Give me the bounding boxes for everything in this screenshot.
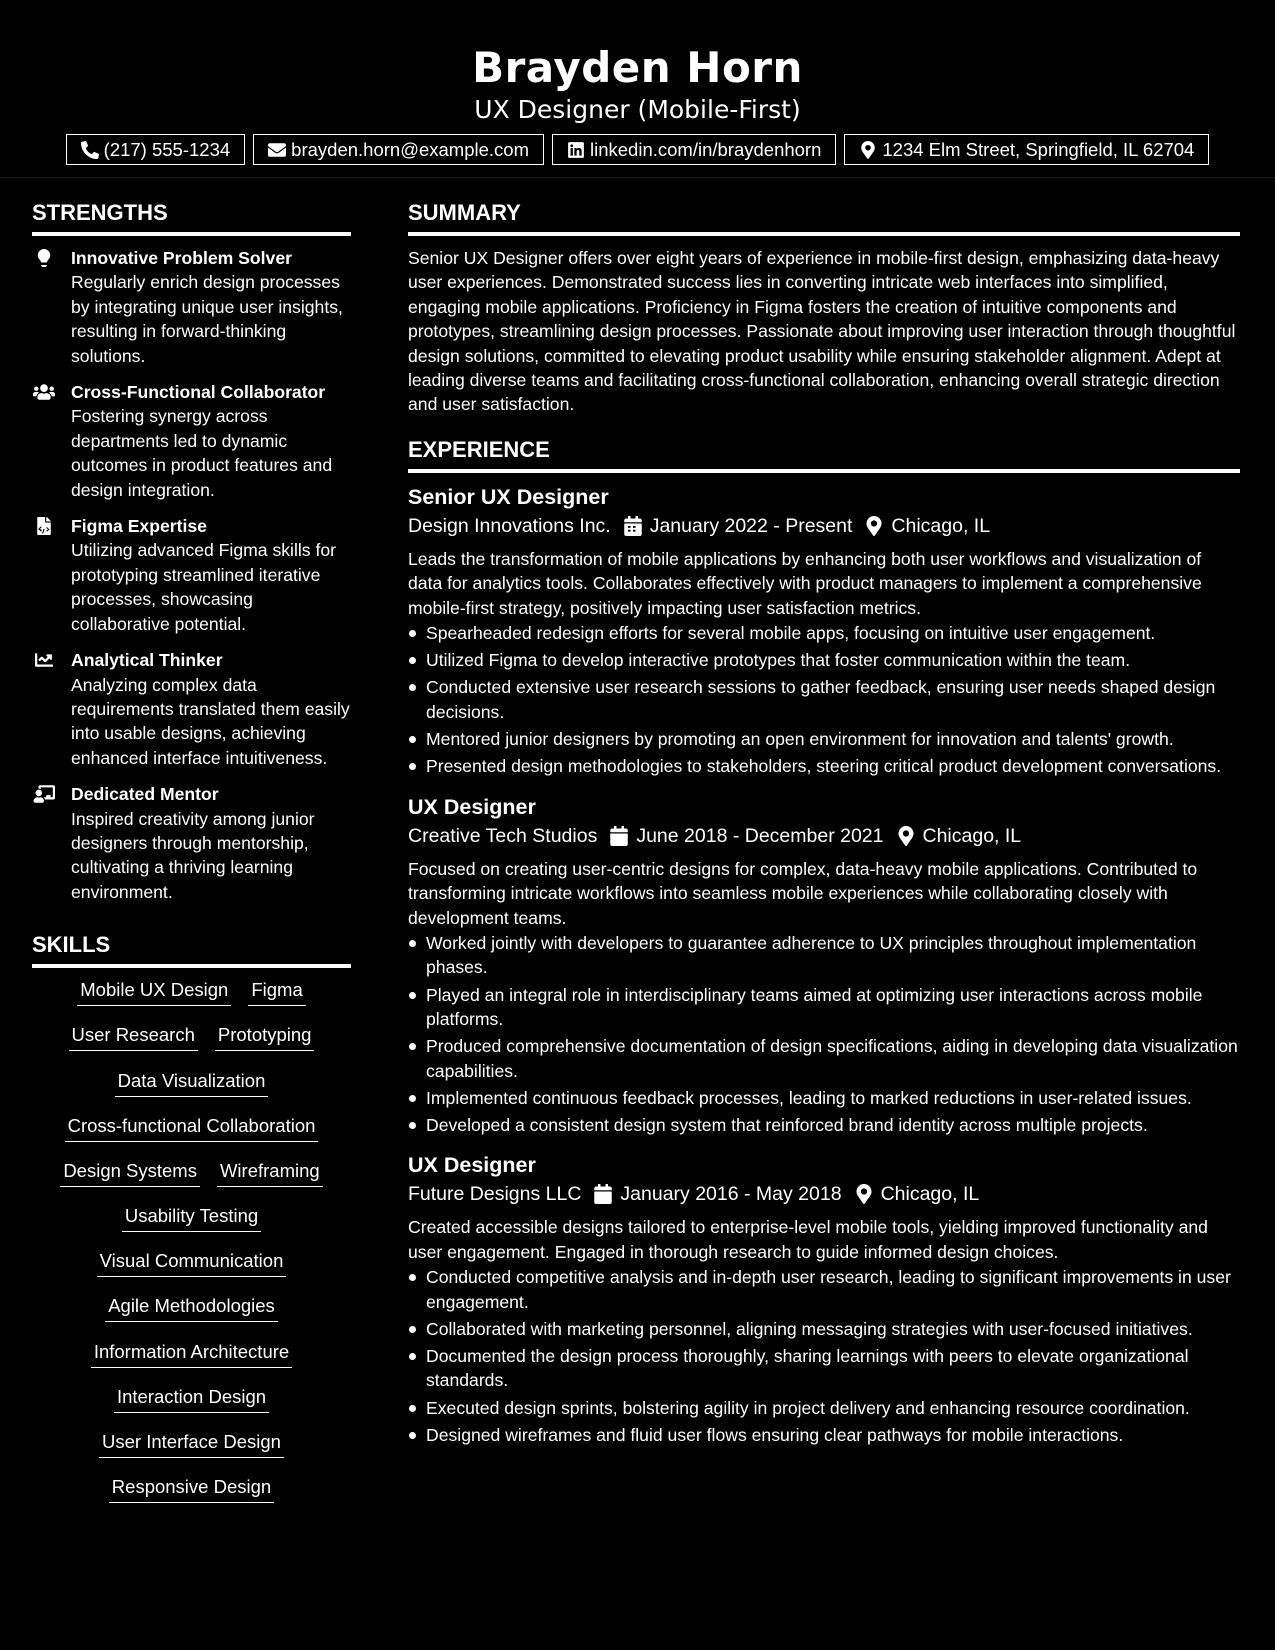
job-dates: January 2016 - May 2018 (620, 1183, 842, 1206)
company-name: Design Innovations Inc. (408, 514, 611, 537)
resume-header (0, 0, 1275, 178)
skills-heading: SKILLS (32, 928, 351, 968)
strength-item (32, 380, 351, 502)
job-location: Chicago, IL (880, 1183, 980, 1206)
email-text: brayden.horn@example.com (291, 138, 529, 160)
strength-text: Fostering synergy across departments led to dynamic outcomes in product features and design integration. (71, 406, 333, 500)
summary-text: Senior UX Designer offers over eight years of experience in mobile-first design, emphasizing data-heavy user experiences. Demonstrated success lies in converting intricate web interfaces into simplified, engaging mobile applications. Proficiency in Figma fosters the creation of intuitive components and prototypes, streamlining design processes. Passionate about improving user interaction through thoughtful design solutions, committed to elevating product usability while ensuring stakeholder alignment. Adept at leading diverse teams and facilitating cross-functional collaboration, enhancing overall strategic direction and user satisfaction. (408, 248, 1236, 415)
users-icon (32, 383, 56, 403)
contact-address (844, 134, 1209, 165)
job-bullets (408, 621, 1240, 779)
job-bullet: Executed design sprints, bolstering agility in project delivery and enhancing resource coordination. (408, 1396, 1240, 1420)
job-bullet: Spearheaded redesign efforts for several mobile apps, focusing on intuitive user engagement. (408, 621, 1240, 645)
job-bullet: Documented the design process thoroughly, sharing learnings with peers to elevate organizational standards. (408, 1344, 1240, 1393)
experience-entry (408, 793, 1240, 1138)
skill-tag: Prototyping (215, 1023, 315, 1051)
strengths-heading: STRENGTHS (32, 196, 351, 236)
skill-tag: Interaction Design (114, 1385, 269, 1413)
lightbulb-icon (32, 249, 56, 269)
right-column (408, 196, 1240, 1461)
chart-line-icon (32, 651, 56, 671)
strength-item (32, 246, 351, 368)
job-dates: January 2022 - Present (649, 514, 853, 537)
company-name: Creative Tech Studios (408, 824, 598, 847)
job-bullet: Collaborated with marketing personnel, aligning messaging strategies with user-focused initiatives. (408, 1317, 1240, 1341)
skill-tag: Responsive Design (109, 1475, 274, 1503)
job-bullet: Presented design methodologies to stakeholders, steering critical product development conversations. (408, 754, 1240, 778)
job-bullet: Implemented continuous feedback processes, leading to marked reductions in user-related issues. (408, 1086, 1240, 1110)
job-bullet: Played an integral role in interdisciplinary teams aimed at optimizing user interactions across mobile platforms. (408, 983, 1240, 1032)
job-bullet: Utilized Figma to develop interactive prototypes that foster communication within the team. (408, 648, 1240, 672)
phone-text: (217) 555-1234 (103, 138, 231, 160)
job-title: Senior UX Designer (408, 484, 609, 509)
job-meta (408, 511, 1240, 541)
job-title: UX Designer (408, 1153, 536, 1178)
experience-heading: EXPERIENCE (408, 433, 1240, 473)
strength-text: Analyzing complex data requirements translated them easily into usable designs, achieving enhanced interface intuitiveness. (71, 674, 350, 768)
map-marker-icon (859, 141, 877, 159)
job-bullet: Conducted extensive user research sessions to gather feedback, ensuring user needs shaped design decisions. (408, 675, 1240, 724)
job-bullets (408, 931, 1240, 1137)
summary-heading: SUMMARY (408, 196, 1240, 236)
skill-tag: Wireframing (217, 1159, 323, 1187)
strength-item (32, 782, 351, 904)
address-text: 1234 Elm Street, Springfield, IL 62704 (882, 138, 1195, 160)
job-bullet: Produced comprehensive documentation of design specifications, aiding in developing data visualization capabilities. (408, 1034, 1240, 1083)
strength-item (32, 514, 351, 636)
strength-title: Cross-Functional Collaborator (71, 382, 326, 403)
left-column (32, 196, 351, 1520)
contact-bar (0, 134, 1275, 165)
calendar-icon (610, 826, 628, 846)
skill-tag: User Research (69, 1023, 198, 1051)
job-bullet: Developed a consistent design system that reinforced brand identity across multiple projects. (408, 1113, 1240, 1137)
strength-title: Dedicated Mentor (71, 784, 219, 805)
skill-tag: Usability Testing (122, 1204, 261, 1232)
experience-entry (408, 1151, 1240, 1447)
job-description: Focused on creating user-centric designs for complex, data-heavy mobile applications. Contributed to transforming intricate workflows into seamless mobile experiences while collaborating closely with development teams. (408, 858, 1198, 928)
skill-tag: Cross-functional Collaboration (65, 1114, 319, 1142)
file-code-icon (32, 517, 56, 537)
chalkboard-teacher-icon (32, 785, 56, 805)
skill-tag: Agile Methodologies (105, 1294, 278, 1322)
skill-tag: Mobile UX Design (77, 978, 231, 1006)
job-title: UX Designer (408, 794, 536, 819)
strength-title: Figma Expertise (71, 516, 207, 537)
linkedin-icon (567, 141, 585, 159)
job-dates: June 2018 - December 2021 (636, 824, 884, 847)
skill-tag: Data Visualization (115, 1069, 269, 1097)
contact-phone[interactable] (66, 134, 246, 165)
job-location: Chicago, IL (922, 824, 1022, 847)
experience-entry (408, 483, 1240, 779)
job-bullet: Mentored junior designers by promoting an open environment for innovation and talents' growth. (408, 727, 1240, 751)
linkedin-text: linkedin.com/in/braydenhorn (590, 138, 822, 160)
job-bullet: Designed wireframes and fluid user flows ensuring clear pathways for mobile interactions. (408, 1423, 1240, 1447)
strength-title: Analytical Thinker (71, 650, 223, 671)
strength-item (32, 648, 351, 770)
strength-text: Inspired creativity among junior designers through mentorship, cultivating a thriving learning environment. (71, 808, 315, 902)
strength-text: Utilizing advanced Figma skills for prototyping streamlined iterative processes, showcasing collaborative potential. (71, 540, 336, 634)
skills-list (32, 978, 351, 1520)
skill-tag: User Interface Design (99, 1430, 284, 1458)
job-bullets (408, 1265, 1240, 1447)
job-bullet: Worked jointly with developers to guarantee adherence to UX principles throughout implementation phases. (408, 931, 1240, 980)
envelope-icon (268, 141, 286, 159)
job-bullet: Conducted competitive analysis and in-depth user research, leading to significant improvements in user engagement. (408, 1265, 1240, 1314)
skill-tag: Figma (248, 978, 305, 1006)
map-marker-icon (897, 826, 915, 846)
strength-title: Innovative Problem Solver (71, 248, 292, 268)
job-description: Leads the transformation of mobile applications by enhancing both user workflows and visualization of data for analytics tools. Collaborates effectively with product managers to implement a comprehensive mobile-first strategy, positively impacting user satisfaction metrics. (408, 548, 1202, 618)
skill-tag: Information Architecture (91, 1340, 292, 1368)
map-marker-icon (865, 516, 883, 536)
skill-tag: Visual Communication (97, 1249, 287, 1277)
job-meta (408, 1179, 1240, 1209)
contact-linkedin[interactable] (552, 134, 836, 165)
job-meta (408, 821, 1240, 851)
candidate-title: UX Designer (Mobile-First) (474, 95, 801, 124)
map-marker-icon (855, 1184, 873, 1204)
job-description: Created accessible designs tailored to enterprise-level mobile tools, yielding improved functionality and user engagement. Engaged in thorough research to guide informed design choices. (408, 1217, 1208, 1262)
company-name: Future Designs LLC (408, 1183, 582, 1206)
calendar-icon (594, 1184, 612, 1204)
phone-icon (81, 141, 99, 159)
candidate-name: Brayden Horn (472, 43, 803, 92)
skill-tag: Design Systems (60, 1159, 200, 1187)
job-location: Chicago, IL (891, 514, 991, 537)
contact-email[interactable] (253, 134, 544, 165)
strength-text: Regularly enrich design processes by integrating unique user insights, resulting in forward-thinking solutions. (71, 272, 343, 366)
calendar-icon (624, 516, 642, 536)
